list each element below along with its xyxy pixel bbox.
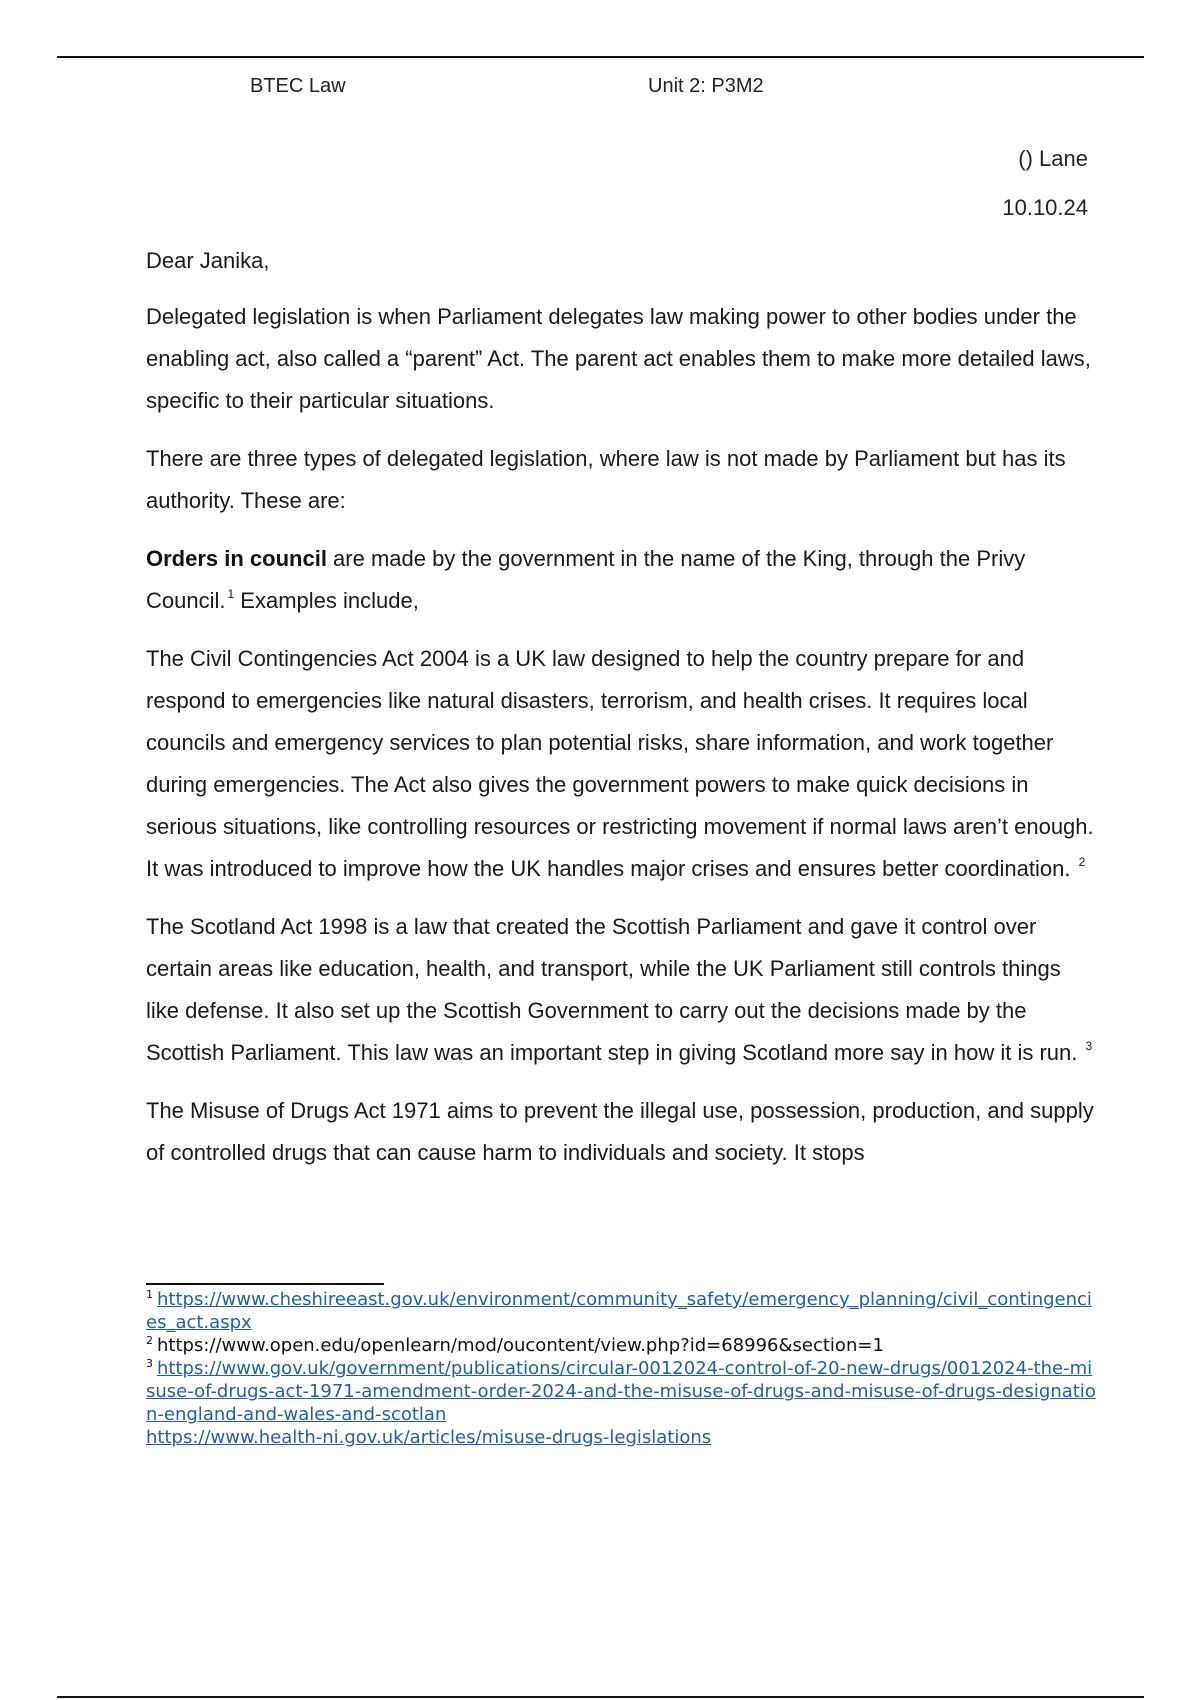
footnote-separator: [146, 1283, 384, 1285]
footnotes: [146, 1288, 1096, 1449]
paragraph-misuse-of-drugs: The Misuse of Drugs Act 1971 aims to prevent the illegal use, possession, production, and supply of controlled drugs that can cause harm to individuals and society. It stops: [146, 1098, 1094, 1165]
footnote-2-number: 2: [146, 1334, 153, 1347]
paragraph-civil-contingencies: [146, 638, 1096, 890]
paragraph-types: There are three types of delegated legislation, where law is not made by Parliament but has its authority. These are:: [146, 446, 1066, 513]
footnote-ref-3[interactable]: 3: [1085, 1039, 1093, 1053]
greeting: Dear Janika,: [146, 248, 270, 273]
footnote-1-number: 1: [146, 1288, 153, 1301]
footnote-1-link[interactable]: https://www.cheshireeast.gov.uk/environment/community_safety/emergency_planning/civil_contingencies_act.aspx: [146, 1289, 1092, 1333]
footnote-3-link[interactable]: https://www.gov.uk/government/publications/circular-0012024-control-of-20-new-drugs/0012024-the-misuse-of-drugs-act-1971-amendment-order-2024-and-the-misuse-of-drugs-and-misuse-of-drugs-designation-england-and-wales-and-scotlan: [146, 1358, 1096, 1425]
footnote-2: [146, 1334, 1096, 1357]
header-unit: Unit 2: P3M2: [648, 75, 764, 97]
paragraph-scotland-act: [146, 906, 1096, 1074]
footer-rule: [57, 1696, 1144, 1698]
letter-date: 10.10.24: [1002, 195, 1088, 220]
orders-in-council-tail: Examples include,: [234, 588, 419, 613]
footnote-2-text: https://www.open.edu/openlearn/mod/oucontent/view.php?id=68996&section=1: [157, 1335, 884, 1356]
orders-in-council-text: are made by the government in the name of the King, through the Privy Council.: [146, 546, 1026, 613]
author-name: () Lane: [1018, 146, 1088, 171]
footnote-3: [146, 1357, 1096, 1449]
footnote-ref-1[interactable]: 1: [227, 587, 235, 601]
paragraph-orders-in-council: [146, 538, 1096, 622]
footnote-ref-2[interactable]: 2: [1078, 855, 1086, 869]
header-course: BTEC Law: [250, 75, 346, 97]
civil-contingencies-text: The Civil Contingencies Act 2004 is a UK law designed to help the country prepare for and respond to emergencies like natural disasters, terrorism, and health crises. It requires local councils and emergency services to plan potential risks, share information, and work together during emergencies. The Act also gives the government powers to make quick decisions in serious situations, like controlling resources or restricting movement if normal laws aren’t enough. It was introduced to improve how the UK handles major crises and ensures better coordination.: [146, 646, 1094, 881]
footnote-3-number: 3: [146, 1357, 153, 1370]
header-rule: [57, 56, 1144, 58]
scotland-act-text: The Scotland Act 1998 is a law that created the Scottish Parliament and gave it control over certain areas like education, health, and transport, while the UK Parliament still controls things like defense. It also set up the Scottish Government to carry out the decisions made by the Scottish Parliament. This law was an important step in giving Scotland more say in how it is run.: [146, 914, 1084, 1065]
orders-in-council-heading: Orders in council: [146, 546, 327, 571]
paragraph-intro: Delegated legislation is when Parliament delegates law making power to other bodies under the enabling act, also called a “parent” Act. The parent act enables them to make more detailed laws, specific to their particular situations.: [146, 304, 1091, 413]
footnote-1: [146, 1288, 1096, 1334]
letter-body: [146, 240, 1096, 1190]
footnote-3-link-2[interactable]: https://www.health-ni.gov.uk/articles/misuse-drugs-legislations: [146, 1427, 712, 1448]
